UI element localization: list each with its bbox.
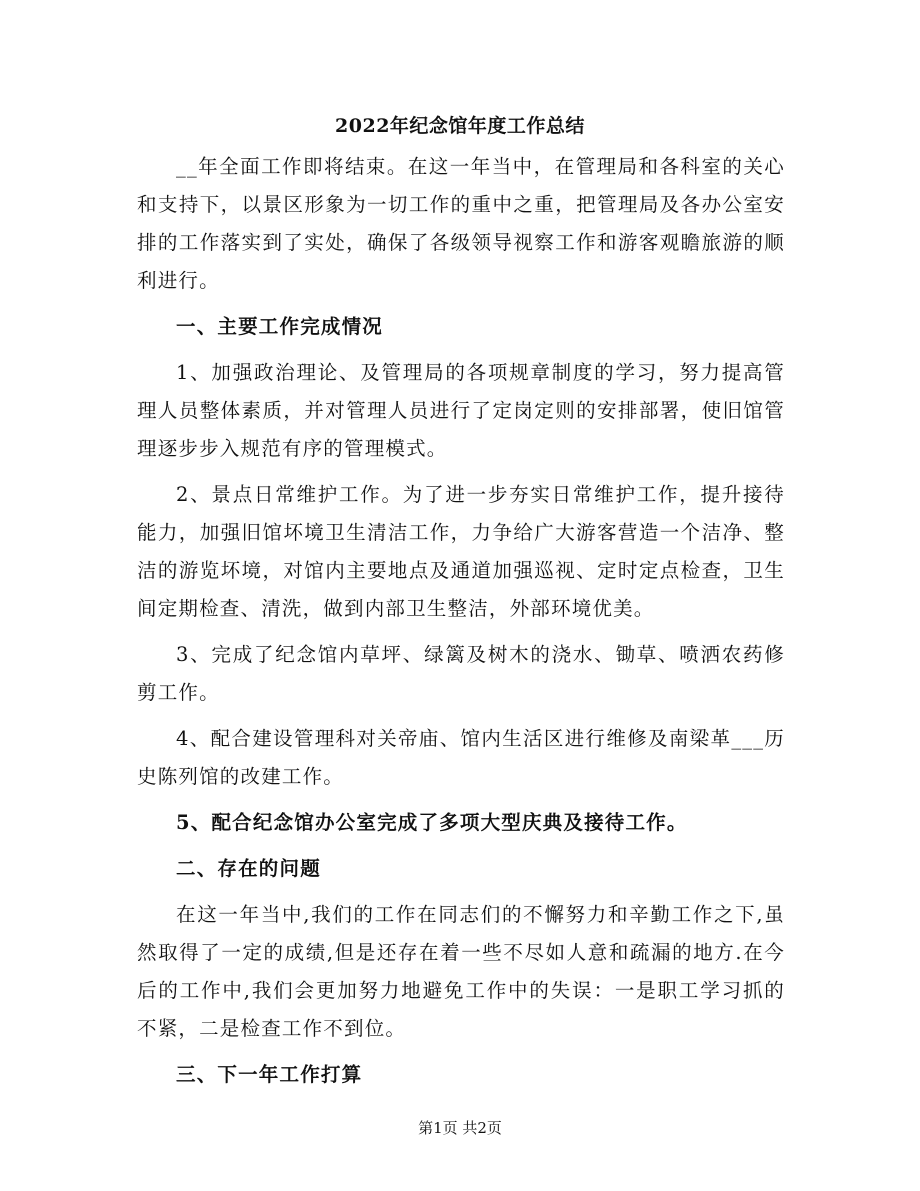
section-heading-problems: 二、存在的问题 [176,857,321,880]
document-title: 2022年纪念馆年度工作总结 [335,115,585,137]
page-indicator: 第1页 共2页 [418,1119,502,1137]
problems-paragraph: 在这一年当中,我们的工作在同志们的不懈努力和辛勤工作之下,虽然取得了一定的成绩,但是还存在着一些不尽如人意和疏漏的地方.在今后的工作中,我们会更加努力地避免工作中的失误：一是职工学习抓的不紧，二是检查工作不到位。 [137,903,785,1040]
section-heading-main-work: 一、主要工作完成情况 [176,315,384,338]
section-heading-next-year: 三、下一年工作打算 [176,1063,363,1086]
work-item-3: 3、完成了纪念馆内草坪、绿篱及树木的浇水、锄草、喷洒农药修剪工作。 [137,643,785,704]
work-item-4: 4、配合建设管理科对关帝庙、馆内生活区进行维修及南梁革___历史陈列馆的改建工作。 [137,727,785,788]
work-item-2: 2、景点日常维护工作。为了进一步夯实日常维护工作，提升接待能力，加强旧馆坏境卫生清洁工作，力争给广大游客营造一个洁净、整洁的游览坏境，对馆内主要地点及通道加强巡视、定时定点检查，卫生间定期检查、清洗，做到内部卫生整洁，外部环境优美。 [137,483,785,620]
work-item-5: 5、配合纪念馆办公室完成了多项大型庆典及接待工作。 [176,811,688,834]
intro-paragraph: __年全面工作即将结束。在这一年当中，在管理局和各科室的关心和支持下，以景区形象为一切工作的重中之重，把管理局及各办公室安排的工作落实到了实处，确保了各级领导视察工作和游客观瞻旅游的顺利进行。 [137,155,785,292]
document-body [137,148,785,1102]
work-item-1: 1、加强政治理论、及管理局的各项规章制度的学习，努力提高管理人员整体素质，并对管理人员进行了定岗定则的安排部署，使旧馆管理逐步步入规范有序的管理模式。 [137,361,785,460]
